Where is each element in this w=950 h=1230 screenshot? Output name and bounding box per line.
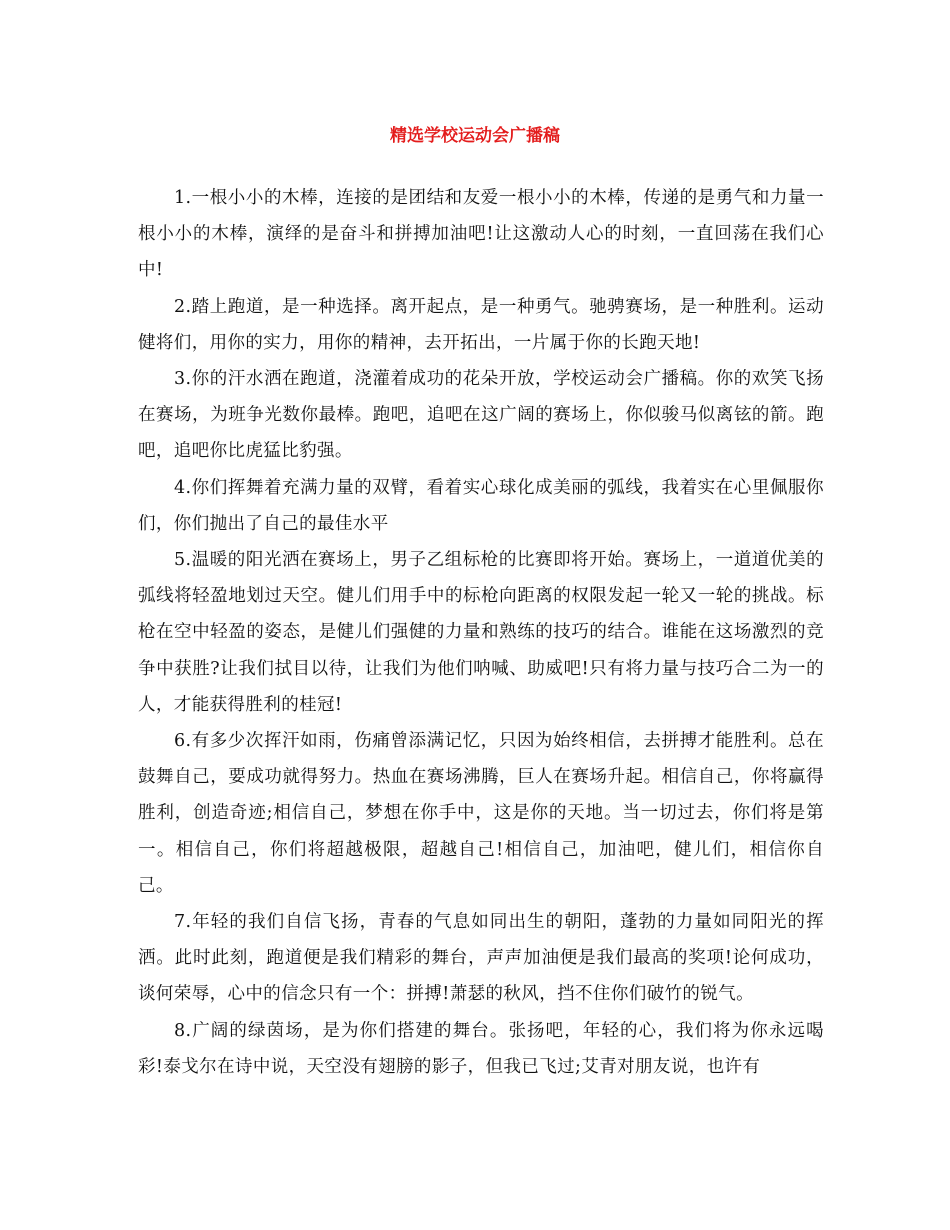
paragraph-2: 2.踏上跑道，是一种选择。离开起点，是一种勇气。驰骋赛场，是一种胜利。运动健将们，用你的实力，用你的精神，去开拓出，一片属于你的长跑天地!	[138, 296, 824, 353]
document-body	[138, 180, 824, 1085]
paragraph-8: 8.广阔的绿茵场，是为你们搭建的舞台。张扬吧，年轻的心，我们将为你永远喝彩!泰戈尔在诗中说，天空没有翅膀的影子，但我已飞过;艾青对朋友说，也许有	[138, 1020, 824, 1077]
paragraph-4: 4.你们挥舞着充满力量的双臂，看着实心球化成美丽的弧线，我着实在心里佩服你们，你们抛出了自己的最佳水平	[138, 477, 824, 534]
document-title: 精选学校运动会广播稿	[390, 126, 560, 146]
paragraph-7: 7.年轻的我们自信飞扬，青春的气息如同出生的朝阳，蓬勃的力量如同阳光的挥洒。此时此刻，跑道便是我们精彩的舞台，声声加油便是我们最高的奖项!论何成功，谈何荣辱，心中的信念只有一个：拼搏!萧瑟的秋风，挡不住你们破竹的锐气。	[138, 912, 824, 1005]
paragraph-5: 5.温暖的阳光洒在赛场上，男子乙组标枪的比赛即将开始。赛场上，一道道优美的弧线将轻盈地划过天空。健儿们用手中的标枪向距离的权限发起一轮又一轮的挑战。标枪在空中轻盈的姿态，是健儿们强健的力量和熟练的技巧的结合。谁能在这场激烈的竞争中获胜?让我们拭目以待，让我们为他们呐喊、助威吧!只有将力量与技巧合二为一的人，才能获得胜利的桂冠!	[138, 550, 824, 715]
paragraph-6: 6.有多少次挥汗如雨，伤痛曾添满记忆，只因为始终相信，去拼搏才能胜利。总在鼓舞自己，要成功就得努力。热血在赛场沸腾，巨人在赛场升起。相信自己，你将赢得胜利，创造奇迹;相信自己，梦想在你手中，这是你的天地。当一切过去，你们将是第一。相信自己，你们将超越极限，超越自己!相信自己，加油吧，健儿们，相信你自己。	[138, 731, 824, 896]
paragraph-3: 3.你的汗水洒在跑道，浇灌着成功的花朵开放，学校运动会广播稿。你的欢笑飞扬在赛场，为班争光数你最棒。跑吧，追吧在这广阔的赛场上，你似骏马似离铉的箭。跑吧，追吧你比虎猛比豹强。	[138, 369, 824, 462]
paragraph-1: 1.一根小小的木棒，连接的是团结和友爱一根小小的木棒，传递的是勇气和力量一根小小的木棒，演绎的是奋斗和拼搏加油吧!让这激动人心的时刻，一直回荡在我们心中!	[138, 188, 824, 281]
